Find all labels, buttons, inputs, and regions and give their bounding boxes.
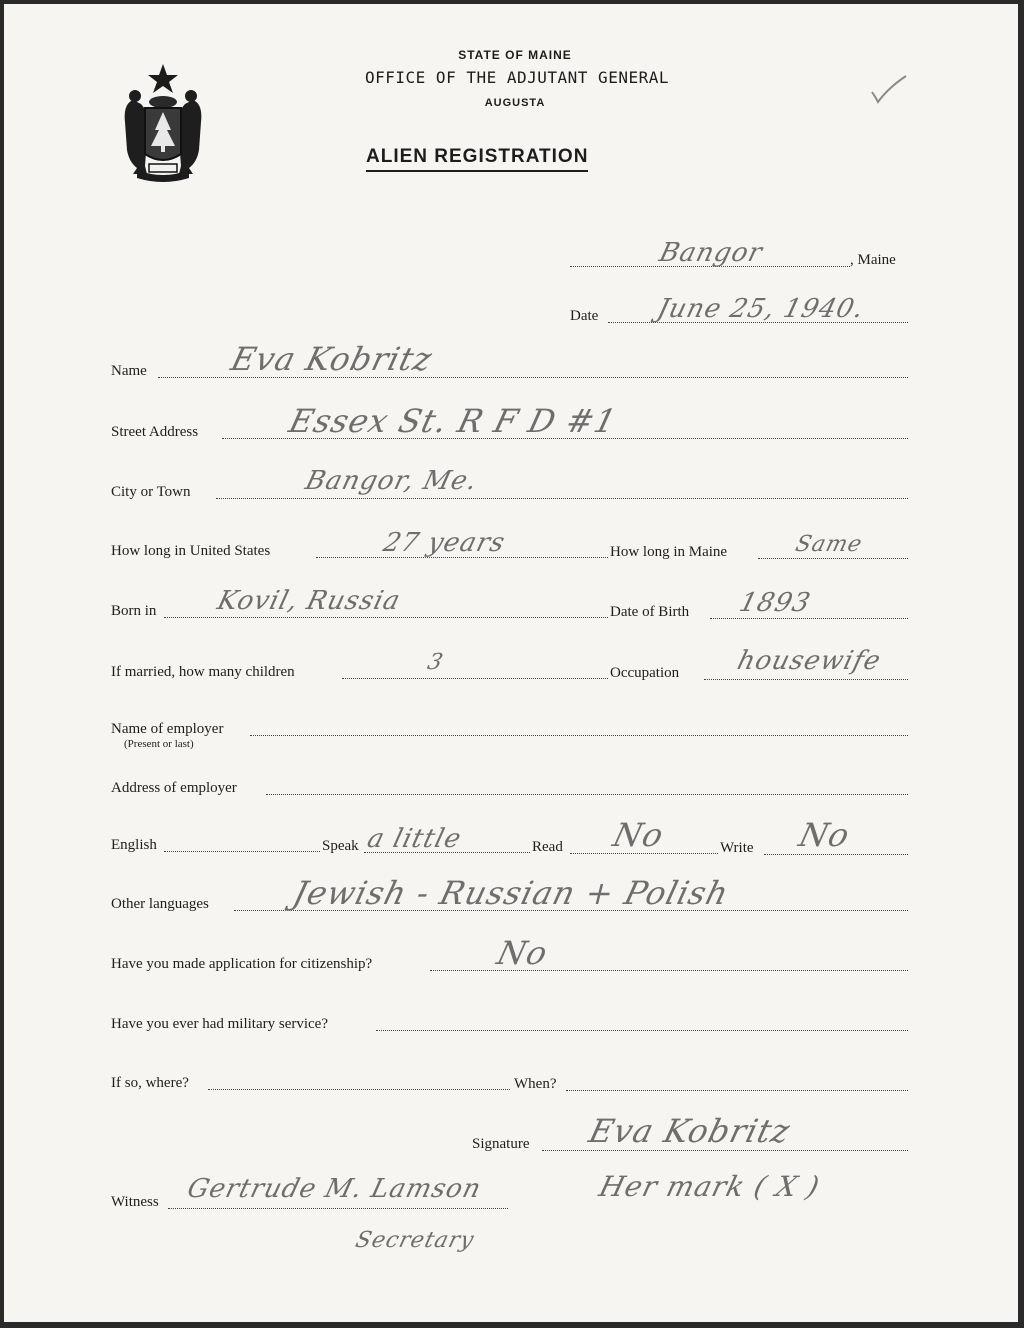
state-seal-icon xyxy=(107,60,219,182)
employer-sublabel: (Present or last) xyxy=(124,738,194,750)
occupation-line xyxy=(704,679,908,680)
signature-label: Signature xyxy=(472,1136,530,1152)
citizenship-label: Have you made application for citizenship? xyxy=(111,956,373,972)
check-mark-icon xyxy=(868,74,910,104)
witness-title: Secretary xyxy=(352,1228,477,1253)
witness-entry: Gertrude M. Lamson xyxy=(184,1174,485,1204)
where-label: If so, where? xyxy=(111,1075,189,1091)
where-line xyxy=(208,1089,510,1090)
speak-entry: a little xyxy=(364,824,465,854)
signature-line xyxy=(542,1150,908,1151)
born-line xyxy=(164,617,608,618)
maine-duration-label: How long in Maine xyxy=(610,544,728,560)
children-entry: 3 xyxy=(424,650,447,675)
signature-mark: Her mark ( X ) xyxy=(595,1170,824,1203)
maine-duration-line xyxy=(758,558,908,559)
us-duration-label: How long in United States xyxy=(111,543,271,559)
write-entry: No xyxy=(795,816,855,854)
born-entry: Kovil, Russia xyxy=(214,586,404,616)
english-line xyxy=(164,851,320,852)
street-label: Street Address xyxy=(111,424,199,440)
form-title: ALIEN REGISTRATION xyxy=(366,146,588,172)
read-entry: No xyxy=(609,816,669,854)
header-office: OFFICE OF THE ADJUTANT GENERAL xyxy=(365,68,669,87)
citizenship-entry: No xyxy=(493,934,553,972)
occupation-label: Occupation xyxy=(610,665,680,681)
city-entry: Bangor, Me. xyxy=(302,466,481,496)
children-label: If married, how many children xyxy=(111,664,295,680)
form-page xyxy=(4,4,1018,1322)
dob-entry: 1893 xyxy=(736,588,814,618)
when-label: When? xyxy=(514,1076,557,1092)
dob-label: Date of Birth xyxy=(610,604,690,620)
children-line xyxy=(342,678,608,679)
military-line xyxy=(376,1030,908,1031)
when-line xyxy=(566,1090,908,1091)
born-label: Born in xyxy=(111,603,157,619)
read-label: Read xyxy=(532,839,563,855)
employer-line xyxy=(250,735,908,736)
date-label: Date xyxy=(570,308,599,324)
dob-line xyxy=(710,618,908,619)
date-entry: June 25, 1940. xyxy=(654,294,868,324)
speak-label: Speak xyxy=(322,838,359,854)
maine-duration-entry: Same xyxy=(792,532,866,557)
english-label: English xyxy=(111,837,157,853)
city-line xyxy=(216,498,908,499)
city-label: City or Town xyxy=(111,484,191,500)
witness-line xyxy=(168,1208,508,1209)
signature-entry: Eva Kobritz xyxy=(585,1112,795,1150)
write-line xyxy=(764,854,908,855)
name-entry: Eva Kobritz xyxy=(227,340,437,378)
street-entry: Essex St. R F D #1 xyxy=(285,402,621,440)
employer-address-line xyxy=(266,794,908,795)
header-state: STATE OF MAINE xyxy=(458,48,572,62)
employer-address-label: Address of employer xyxy=(111,780,237,796)
maine-suffix: , Maine xyxy=(850,252,896,268)
other-languages-entry: Jewish - Russian + Polish xyxy=(289,874,733,912)
witness-label: Witness xyxy=(111,1194,159,1210)
write-label: Write xyxy=(720,840,754,856)
occupation-entry: housewife xyxy=(734,646,885,676)
header-city: AUGUSTA xyxy=(484,97,546,109)
military-label: Have you ever had military service? xyxy=(111,1016,328,1032)
us-duration-entry: 27 years xyxy=(380,528,509,558)
place-entry: Bangor xyxy=(656,238,766,268)
name-label: Name xyxy=(111,363,147,379)
employer-label: Name of employer xyxy=(111,721,224,737)
other-languages-label: Other languages xyxy=(111,896,209,912)
